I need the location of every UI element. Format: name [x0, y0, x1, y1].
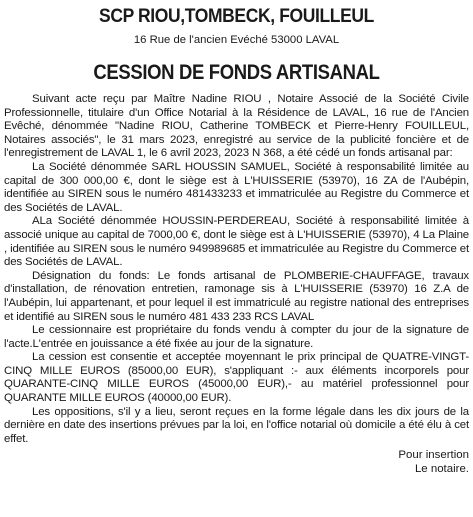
- signoff-insertion: Pour insertion: [398, 449, 469, 462]
- signoff: [4, 449, 469, 476]
- notice-title: CESSION DE FONDS ARTISANAL: [93, 60, 380, 84]
- paragraph-designation: Désignation du fonds: Le fonds artisanal de PLOMBERIE-CHAUFFAGE, travaux d'installation, de rénovation entretien, ramonage sis à L'HUISSERIE (53970) 16 Z.A de l'Aubépin, lui appartenant, et pour lequel il est immatriculé au registre national des entreprises et identifié au SIREN sous le numéro 481 433 233 RCS LAVAL: [4, 269, 469, 323]
- firm-name: SCP RIOU,TOMBECK, FOUILLEUL: [99, 6, 374, 27]
- paragraph-ownership: Le cessionnaire est propriétaire du fonds vendu à compter du jour de la signature de l'acte.L'entrée en jouissance a été fixée au jour de la signature.: [4, 324, 469, 350]
- paragraph-seller: La Société dénommée SARL HOUSSIN SAMUEL, Société à responsabilité limitée au capital de 300 000,00 €, dont le siège est à L'HUISSERIE (53970), 16 ZA de l'Aubépin, identifiée au SIREN sous le numéro 481433233 et immatriculée au Registre du Commerce et des Sociétés de LAVAL.: [4, 160, 469, 214]
- notice-body: [4, 93, 469, 446]
- paragraph-deed: Suivant acte reçu par Maître Nadine RIOU , Notaire Associé de la Société Civile Professionnelle, titulaire d'un Office Notarial à la Résidence de LAVAL, 16 rue de l'Ancien Evêché, dénommée "Nadine RIOU, Catherine TOMBECK et Pierre-Henry FOUILLEUL, Notaires associés", le 31 mars 2023, enregistré au service de la publicité foncière et de l'enregistrement de LAVAL 1, le 6 avril 2023, 2023 N 368, a été cédé un fonds artisanal par:: [4, 93, 469, 160]
- signoff-notary: Le notaire.: [414, 463, 469, 476]
- firm-address: 16 Rue de l'ancien Evéché 53000 LAVAL: [133, 34, 340, 46]
- paragraph-buyer: ALa Société dénommée HOUSSIN-PERDEREAU, Société à responsabilité limitée à associé unique au capital de 7000,00 €, dont le siège est à L'HUISSERIE (53970), 4 La Plaine , identifiée au SIREN sous le numéro 949989685 et immatriculée au Registre du Commerce et des Sociétés de LAVAL.: [4, 215, 469, 269]
- paragraph-price: La cession est consentie et acceptée moyennant le prix principal de QUATRE-VINGT-CINQ MILLE EUROS (85000,00 EUR), s'appliquant :- aux éléments incorporels pour QUARANTE-CINQ MILLE EUROS (45000,00 EUR),- au matériel professionnel pour QUARANTE MILLE EUROS (40000,00 EUR).: [4, 351, 469, 405]
- paragraph-oppositions: Les oppositions, s'il y a lieu, seront reçues en la forme légale dans les dix jours de la dernière en date des insertions prévues par la loi, en l'office notarial où domicile a été élu à cet effet.: [4, 405, 469, 445]
